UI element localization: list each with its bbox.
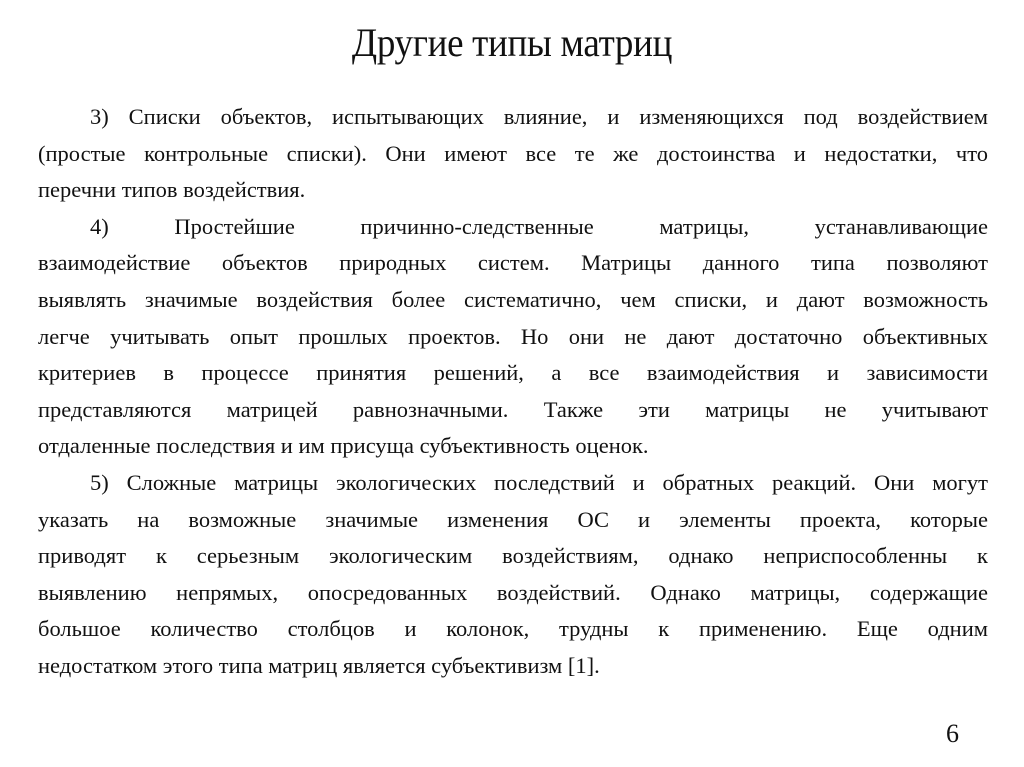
paragraph-5-complex-matrices bbox=[38, 465, 988, 685]
text-line: выявлению непрямых, опосредованных воздействий. Однако матрицы, содержащие bbox=[38, 579, 988, 605]
text-line: приводят к серьезным экологическим воздействиям, однако неприспособленны к bbox=[38, 543, 988, 569]
text-line: перечни типов воздействия. bbox=[38, 177, 306, 203]
text-line: большое количество столбцов и колонок, трудны к применению. Еще одним bbox=[38, 616, 988, 642]
slide-body bbox=[38, 99, 988, 685]
paragraph-4-simple-matrices bbox=[38, 209, 988, 465]
text-line: отдаленные последствия и им присуща субъективность оценок. bbox=[38, 433, 649, 459]
text-line: указать на возможные значимые изменения ОС и элементы проекта, которые bbox=[38, 506, 988, 532]
text-line: взаимодействие объектов природных систем. Матрицы данного типа позволяют bbox=[38, 250, 988, 276]
text-line: легче учитывать опыт прошлых проектов. Но они не дают достаточно объективных bbox=[38, 323, 988, 349]
text-line: 4) Простейшие причинно-следственные матрицы, устанавливающие bbox=[90, 213, 988, 239]
text-line: 5) Сложные матрицы экологических последствий и обратных реакций. Они могут bbox=[90, 469, 988, 495]
text-line: 3) Списки объектов, испытывающих влияние, и изменяющихся под воздействием bbox=[90, 104, 988, 129]
paragraph-3-lists bbox=[38, 99, 988, 209]
text-line: представляются матрицей равнозначными. Также эти матрицы не учитывают bbox=[38, 396, 988, 422]
slide-title: Другие типы матриц bbox=[351, 21, 673, 66]
page-number: 6 bbox=[946, 719, 959, 748]
text-line: недостатком этого типа матриц является субъективизм [1]. bbox=[38, 652, 600, 678]
text-line: выявлять значимые воздействия более систематично, чем списки, и дают возможность bbox=[38, 286, 988, 312]
text-line: критериев в процессе принятия решений, а все взаимодействия и зависимости bbox=[38, 360, 988, 386]
text-line: (простые контрольные списки). Они имеют все те же достоинства и недостатки, что bbox=[38, 140, 988, 166]
